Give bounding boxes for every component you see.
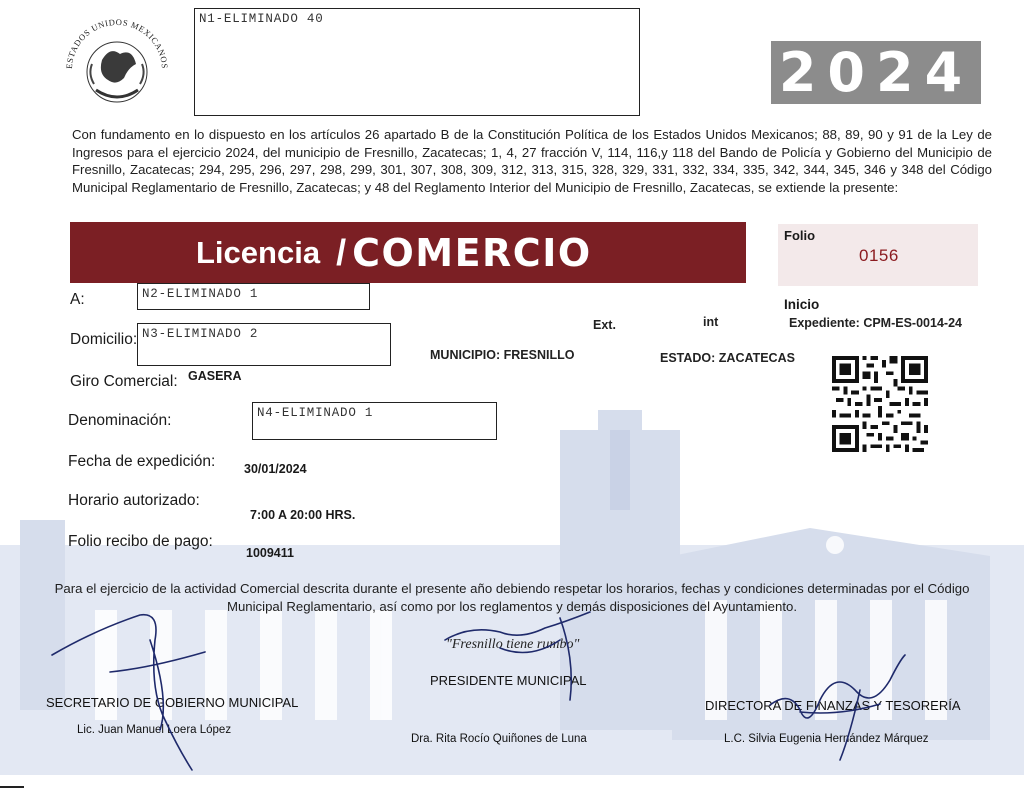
svg-text:ESTADOS UNIDOS MEXICANOS: ESTADOS UNIDOS MEXICANOS [63, 16, 171, 70]
motto: "Fresnillo tiene rumbo" [446, 637, 580, 652]
giro-value: GASERA [188, 369, 242, 383]
redacted-header-field: N1-ELIMINADO 40 [194, 8, 640, 116]
qr-code-icon [832, 356, 928, 452]
horario-label: Horario autorizado: [68, 492, 200, 509]
recibo-label: Folio recibo de pago: [68, 533, 213, 550]
a-redacted-field: N2-ELIMINADO 1 [137, 283, 370, 310]
denominacion-label: Denominación: [68, 412, 172, 429]
estado-value: ESTADO: ZACATECAS [660, 351, 795, 365]
secretario-name: Lic. Juan Manuel Loera López [77, 724, 232, 736]
horario-value: 7:00 A 20:00 HRS. [250, 508, 356, 522]
int-label: int [703, 315, 719, 329]
banner-licencia: Licencia [196, 234, 321, 270]
secretario-title: SECRETARIO DE GOBIERNO MUNICIPAL [46, 695, 299, 710]
ext-label: Ext. [593, 318, 616, 332]
banner-tipo: COMERCIO [352, 230, 592, 275]
folio-label: Folio [784, 228, 816, 243]
giro-label: Giro Comercial: [70, 373, 178, 390]
denominacion-redacted-field: N4-ELIMINADO 1 [252, 402, 497, 440]
presidente-name: Dra. Rita Rocío Quiñones de Luna [411, 733, 587, 745]
legal-basis-paragraph: Con fundamento en lo dispuesto en los artículos 26 apartado B de la Constitución Política de los Estados Unidos Mexicanos; 88, 89, 90 y 91 de la Ley de Ingresos para el ejercicio 2024, del municipio de Fresnillo, Zacatecas; 1, 4, 27 fracción V, 114, 116,y 118 del Bando de Policía y Gobierno del Municipio de Fresnillo, Zacatecas; 294, 295, 296, 297, 298, 299, 301, 307, 308, 309, 312, 313, 315, 328, 329, 331, 332, 334, 335, 342, 344, 345, 346 y 348 del Código Municipal Reglamentario de Fresnillo, Zacatecas; y 48 del Reglamento Interior del Municipio de Fresnillo, Zacatecas, se extiende la presente: [72, 127, 992, 195]
a-label: A: [70, 291, 85, 308]
municipio-value: MUNICIPIO: FRESNILLO [430, 348, 575, 362]
domicilio-label: Domicilio: [70, 331, 138, 348]
fecha-value: 30/01/2024 [244, 462, 307, 476]
folio-number: 0156 [859, 246, 899, 265]
year-badge: 2024 [771, 41, 981, 104]
domicilio-redacted-field: N3-ELIMINADO 2 [137, 323, 391, 366]
license-type-banner [70, 222, 746, 283]
presidente-title: PRESIDENTE MUNICIPAL [430, 673, 587, 688]
inicio-label: Inicio [784, 297, 820, 312]
banner-separator: / [336, 231, 347, 273]
expediente-number: Expediente: CPM-ES-0014-24 [789, 316, 962, 330]
secretario-signature [52, 615, 205, 770]
directora-title: DIRECTORA DE FINANZAS Y TESORERÍA [705, 698, 961, 713]
edge-mark [0, 786, 24, 788]
fecha-label: Fecha de expedición: [68, 453, 216, 470]
mexican-seal-icon [58, 8, 176, 118]
directora-name: L.C. Silvia Eugenia Hernández Márquez [724, 733, 929, 745]
recibo-value: 1009411 [246, 546, 294, 560]
footer-paragraph: Para el ejercicio de la actividad Comercial descrita durante el presente año debiendo respetar los horarios, fechas y condiciones determinadas por el Código Municipal Reglamentario, así como por los reglamentos y demás disposiciones del Ayuntamiento. [54, 581, 970, 614]
